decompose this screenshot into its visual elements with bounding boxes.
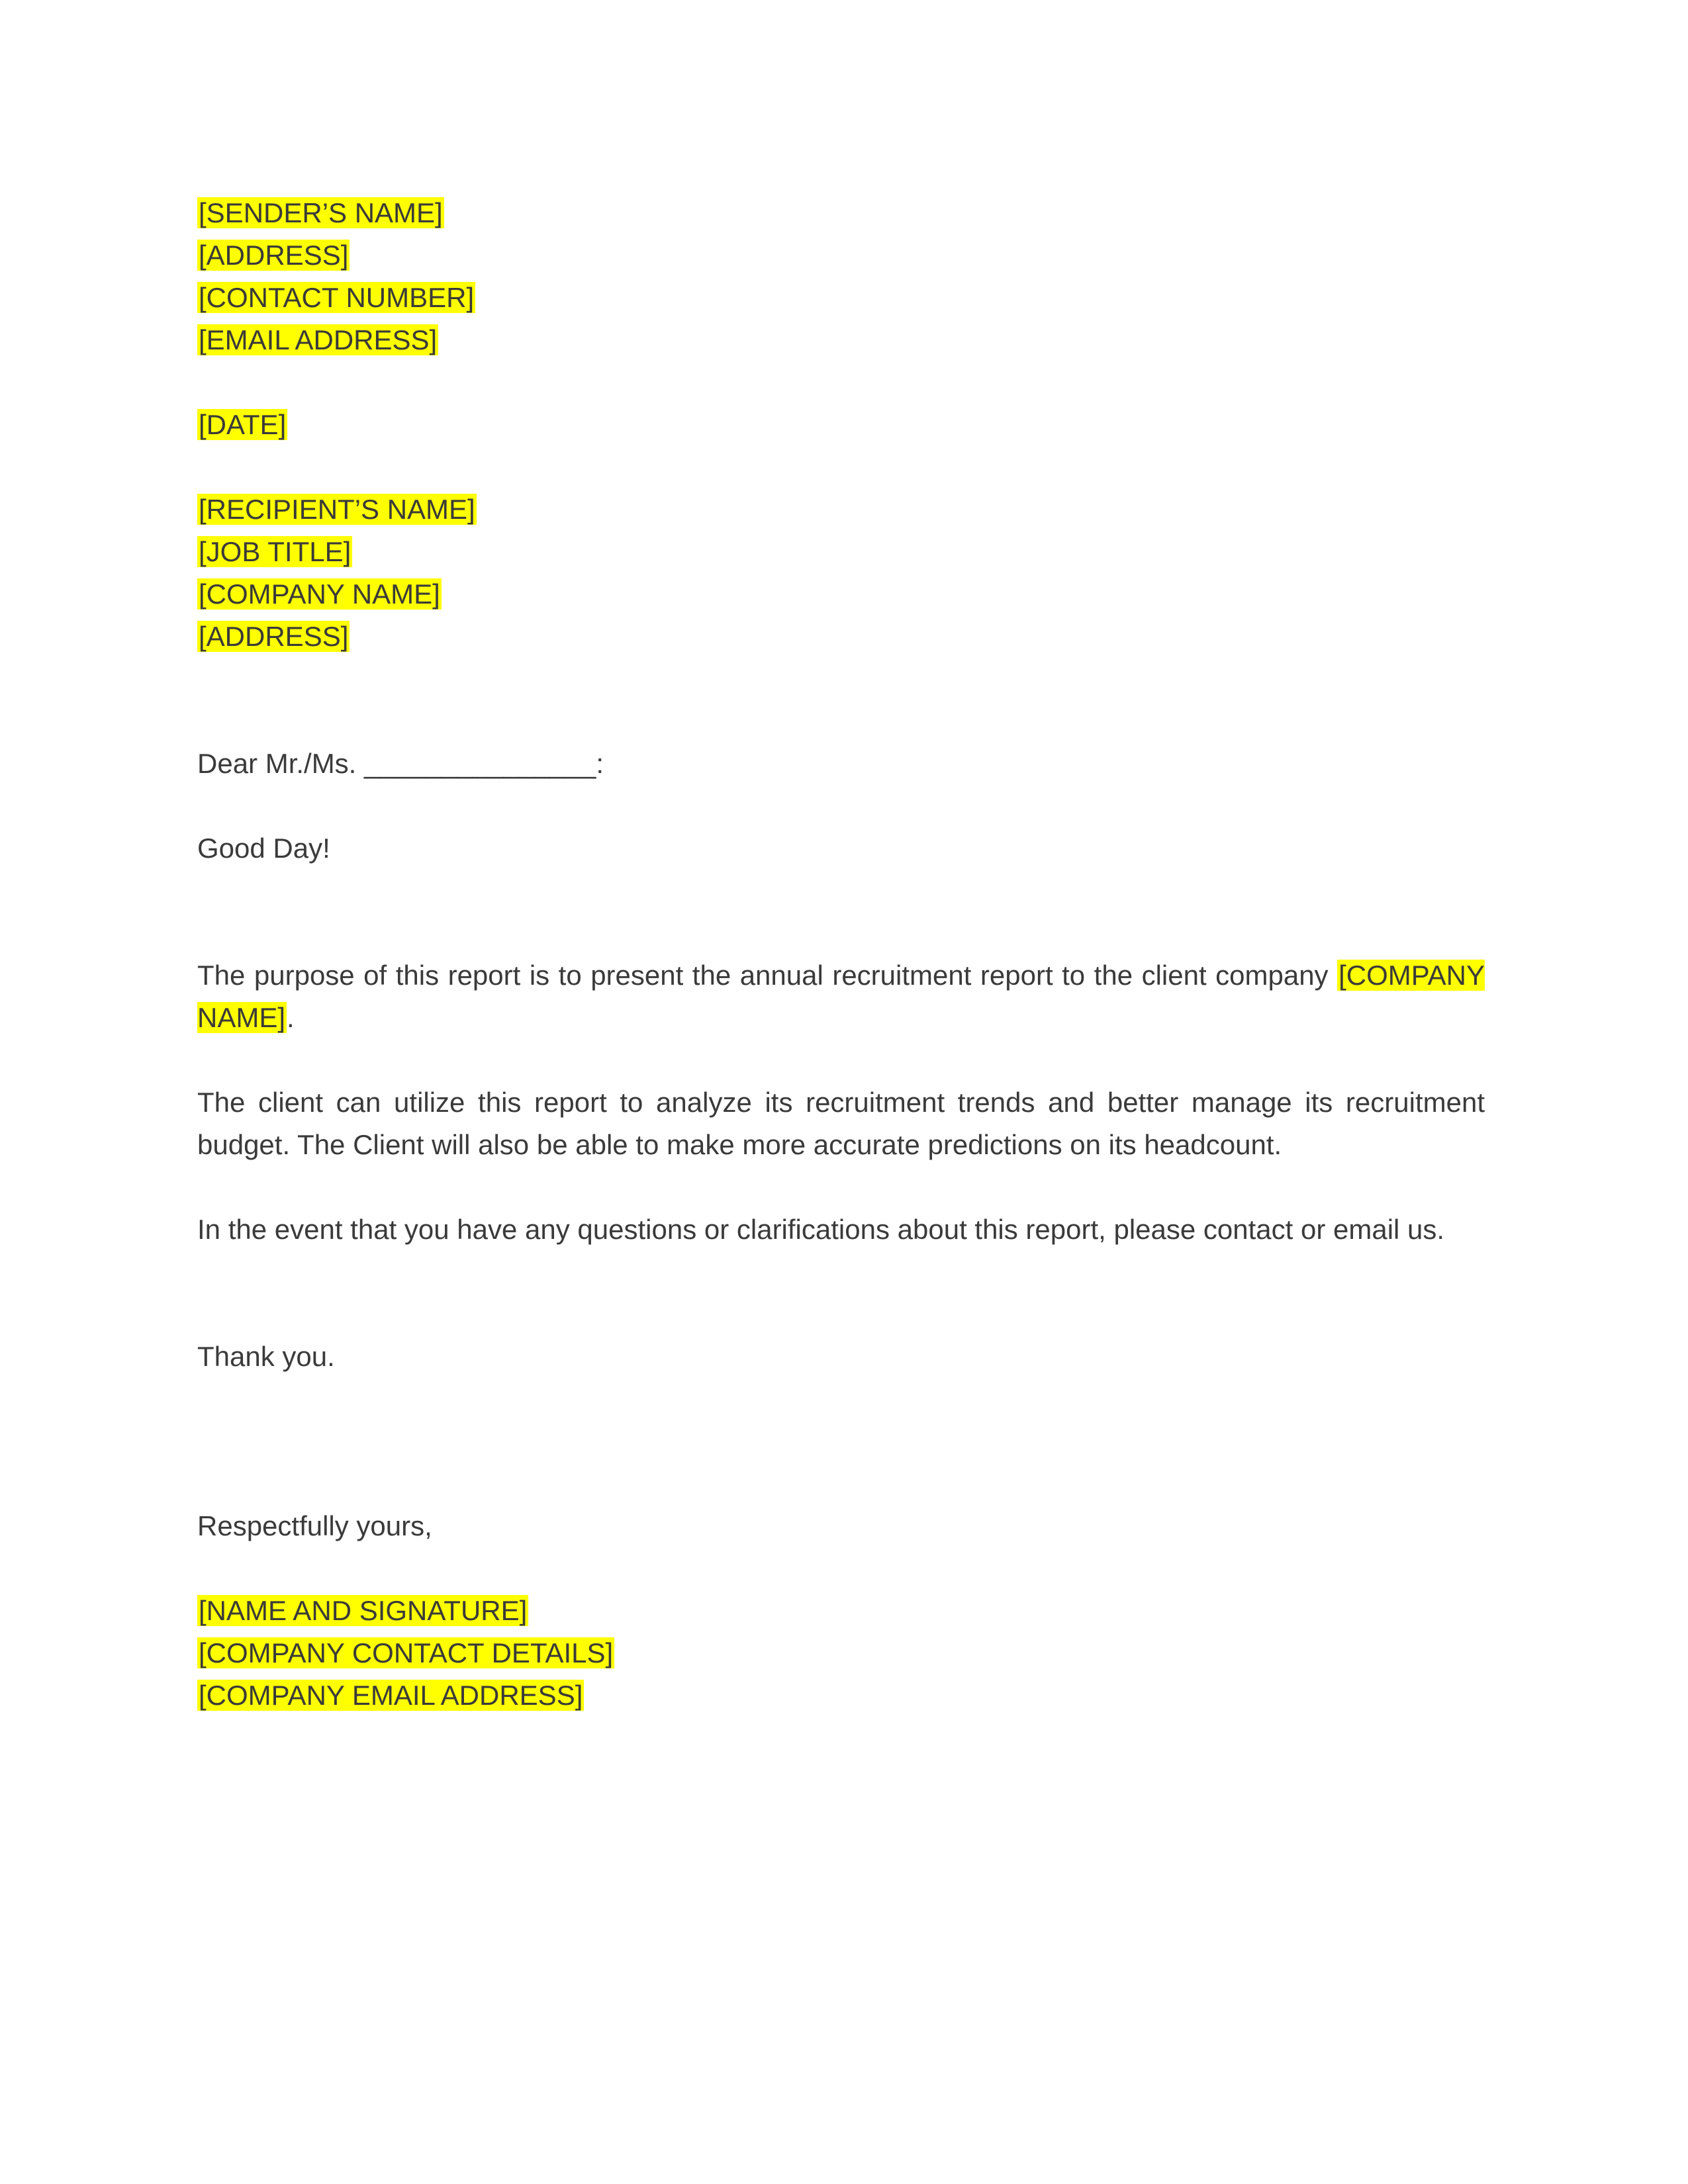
client-company-name: [COMPANY NAME] (197, 960, 1485, 1033)
body-paragraph-2: The client can utilize this report to analyze its recruitment trends and better manage its recruitment budget. The Client will also be able to make more accurate predictions on its headcount. (197, 1087, 1485, 1160)
salutation: Dear Mr./Ms. _______________: (197, 748, 604, 779)
paragraph-1-end: . (287, 1002, 295, 1033)
recipient-job-title: [JOB TITLE] (199, 536, 352, 567)
paragraph-1-text: The purpose of this report is to present the annual recruitment report to the client company (197, 960, 1338, 991)
sender-block (197, 192, 1485, 361)
recipient-address: [ADDRESS] (199, 621, 349, 652)
sender-email: [EMAIL ADDRESS] (199, 324, 438, 355)
sender-contact-number: [CONTACT NUMBER] (199, 282, 475, 313)
letter-date: [DATE] (199, 409, 287, 440)
recipient-company-name: [COMPANY NAME] (199, 578, 440, 610)
closing: Respectfully yours, (197, 1510, 432, 1541)
name-and-signature: [NAME AND SIGNATURE] (199, 1595, 528, 1626)
thanks: Thank you. (197, 1341, 335, 1372)
signature-block (197, 1590, 1485, 1717)
sender-address: [ADDRESS] (199, 240, 349, 271)
sender-name: [SENDER’S NAME] (199, 197, 443, 228)
letter-body (197, 192, 1485, 1717)
company-email-address: [COMPANY EMAIL ADDRESS] (199, 1680, 583, 1711)
body-paragraph-1 (197, 954, 1485, 1039)
body-paragraph-3: In the event that you have any questions or clarifications about this report, please contact or email us. (197, 1214, 1445, 1245)
greeting: Good Day! (197, 833, 330, 864)
company-contact-details: [COMPANY CONTACT DETAILS] (199, 1637, 614, 1668)
recipient-name: [RECIPIENT’S NAME] (199, 494, 475, 525)
recipient-block (197, 488, 1485, 658)
